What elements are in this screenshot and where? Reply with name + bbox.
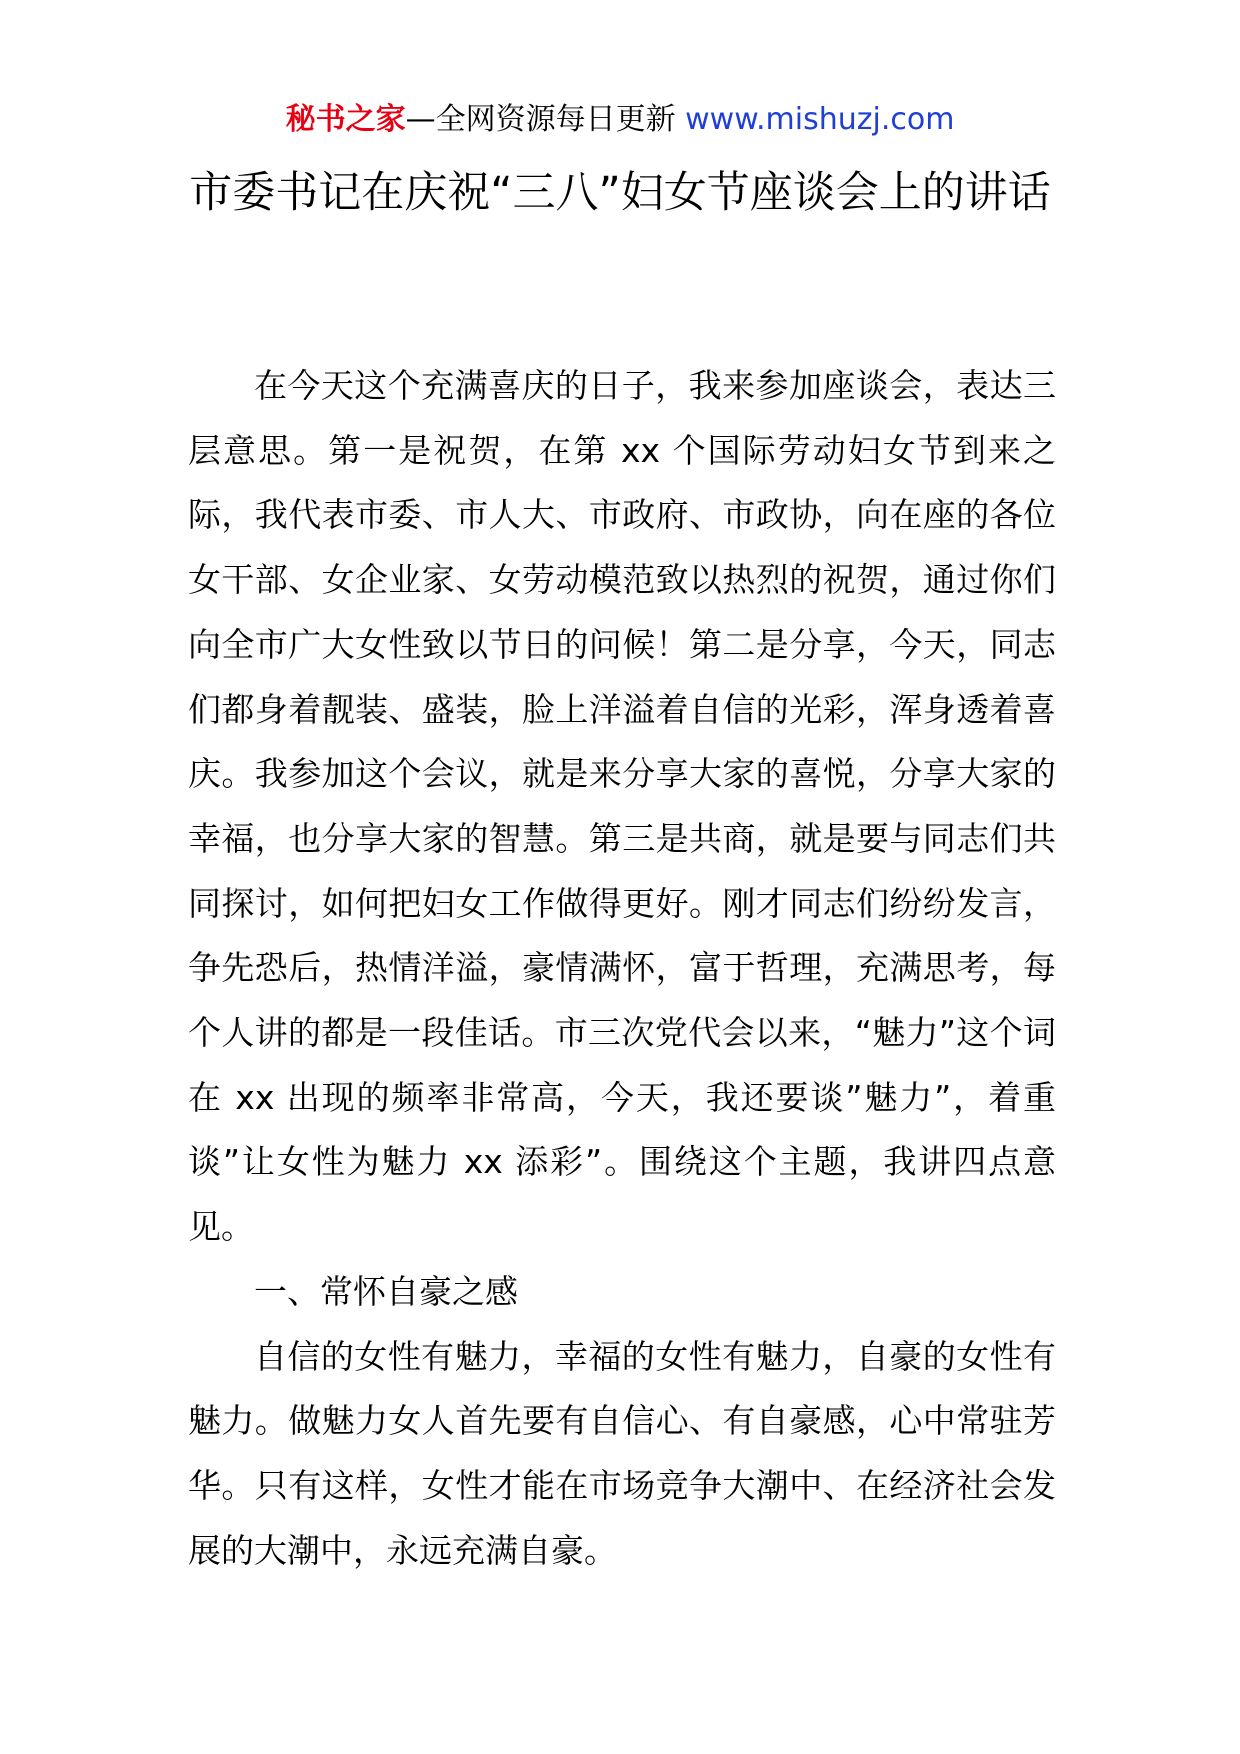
paragraph-section-one: 自信的女性有魅力，幸福的女性有魅力，自豪的女性有魅力。做魅力女人首先要有自信心、有自豪感，心中常驻芳华。只有这样，女性才能在市场竞争大潮中、在经济社会发展的大潮中，永远充满自豪。 — [188, 1336, 1056, 1570]
document-title: 市委书记在庆祝“三八”妇女节座谈会上的讲话 — [189, 168, 1051, 218]
document-body — [188, 354, 1056, 1583]
site-url: www.mishuzj.com — [685, 102, 955, 137]
site-header — [0, 100, 1240, 140]
section-heading: 一、常怀自豪之感 — [254, 1271, 518, 1311]
header-tagline: —全网资源每日更新 — [405, 102, 686, 137]
paragraph-intro: 在今天这个充满喜庆的日子，我来参加座谈会，表达三层意思。第一是祝贺，在第 xx 个国际劳动妇女节到来之际，我代表市委、市人大、市政府、市政协，向在座的各位女干部、女企业家、女劳动模范致以热烈的祝贺，通过你们向全市广大女性致以节日的问候！第二是分享，今天，同志们都身着靓装、盛装，脸上洋溢着自信的光彩，浑身透着喜庆。我参加这个会议，就是来分享大家的喜悦，分享大家的幸福，也分享大家的智慧。第三是共商，就是要与同志们共同探讨，如何把妇女工作做得更好。刚才同志们纷纷发言，争先恐后，热情洋溢，豪情满怀，富于哲理，充满思考，每个人讲的都是一段佳话。市三次党代会以来，“魅力”这个词在 xx 出现的频率非常高，今天，我还要谈”魅力”，着重谈”让女性为魅力 xx 添彩”。围绕这个主题，我讲四点意见。 — [188, 366, 1056, 1247]
brand-name: 秘书之家 — [285, 102, 406, 137]
